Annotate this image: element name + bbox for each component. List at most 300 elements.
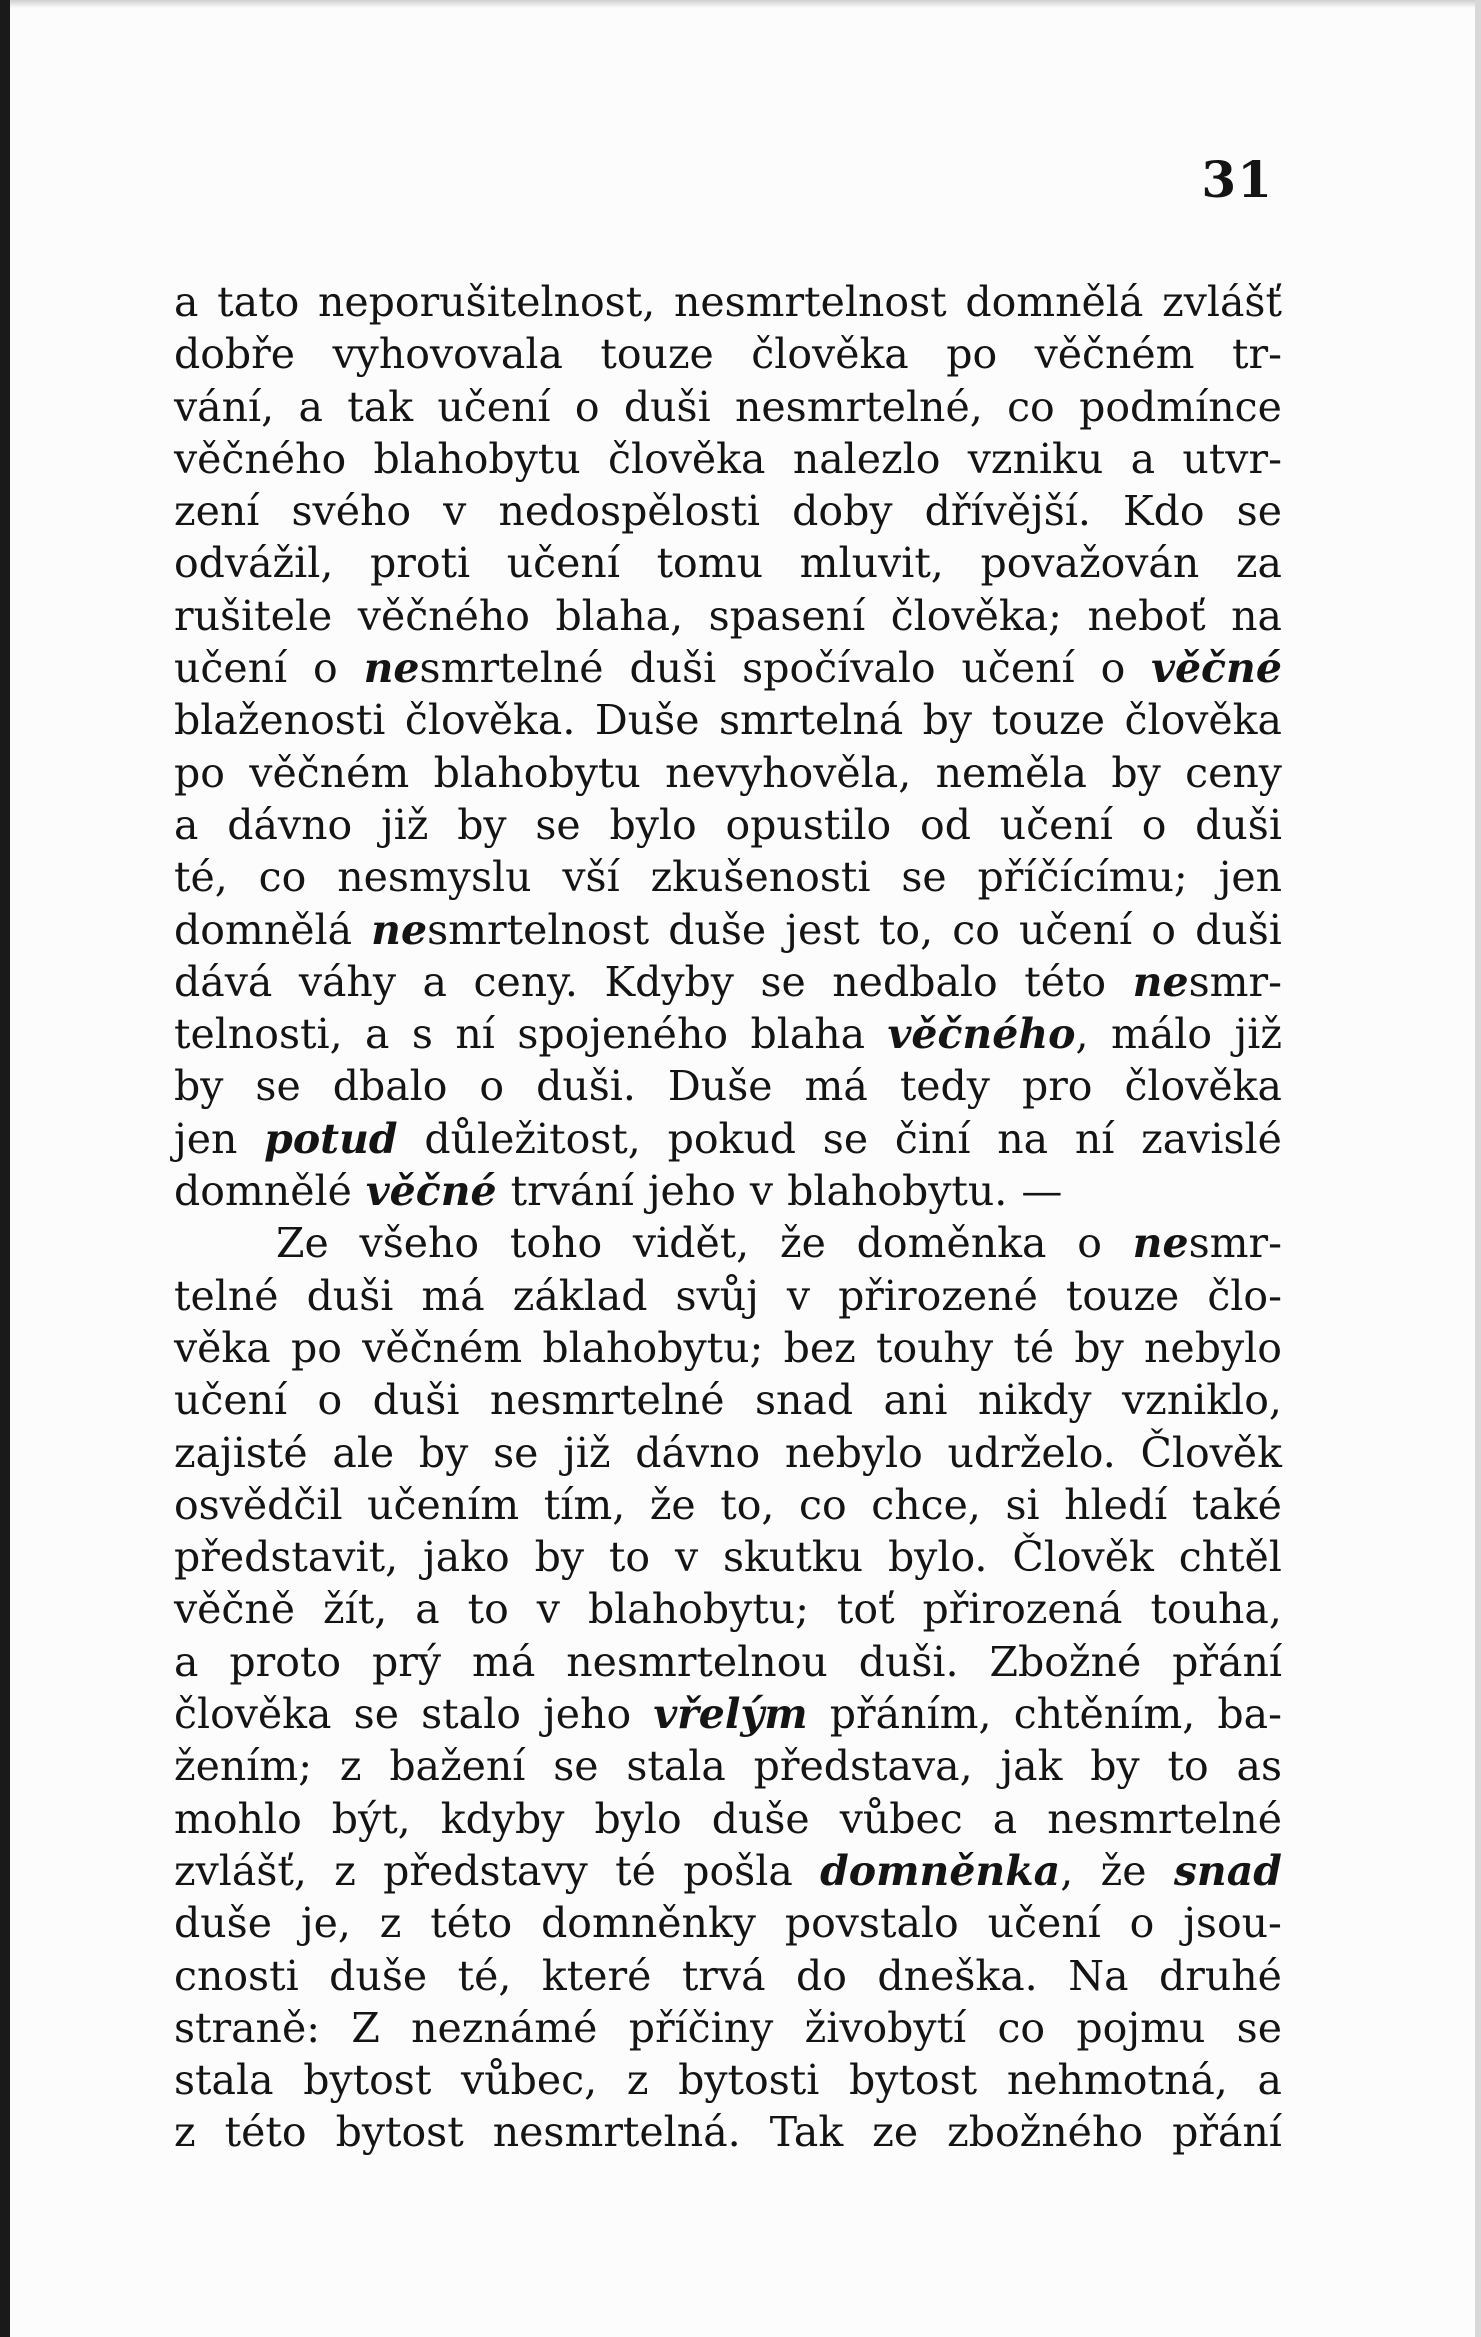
word: duši	[1195, 800, 1282, 849]
word: nikdy	[977, 1376, 1092, 1425]
word: spojeného	[517, 1010, 729, 1059]
body-text	[174, 276, 1282, 2159]
word: a	[1257, 2056, 1282, 2105]
word: Tak	[769, 2108, 844, 2157]
text-line	[174, 1008, 1282, 1060]
word: představa,	[753, 1742, 973, 1791]
word: a	[298, 382, 323, 431]
word: tato	[217, 278, 300, 326]
word: duši	[623, 382, 711, 431]
word: se	[535, 800, 581, 849]
word: od	[920, 800, 971, 849]
word: již	[380, 800, 429, 849]
word: nesmr-	[1132, 1219, 1282, 1268]
word: touze	[991, 696, 1106, 745]
word: straně:	[174, 2003, 321, 2052]
word: nesmrtelné	[489, 1376, 725, 1425]
word: vůbec,	[461, 2056, 598, 2105]
word: učení	[987, 1899, 1101, 1948]
word: nesmrtelnost	[673, 278, 947, 326]
word: má	[804, 1062, 868, 1111]
word: po	[946, 330, 998, 379]
word: žením;	[174, 1742, 313, 1791]
word: věčného	[174, 434, 347, 483]
word: domněnky	[541, 1899, 756, 1948]
word: domnělé	[174, 1167, 352, 1216]
word: o	[479, 1062, 505, 1111]
word: co	[258, 853, 307, 902]
word: jen	[174, 1114, 238, 1163]
text-line	[174, 1165, 1282, 1217]
word: představit,	[174, 1533, 399, 1582]
word: v	[443, 487, 467, 536]
word: neboť	[1087, 591, 1206, 640]
word: v	[536, 1585, 560, 1634]
word: tr-	[1232, 330, 1282, 379]
word: nesmrtelnou	[566, 1637, 828, 1686]
word: toť	[836, 1585, 895, 1634]
word: být,	[331, 1794, 411, 1843]
word: telnosti,	[174, 1010, 343, 1059]
word: učení	[174, 1376, 288, 1425]
word: svůj	[675, 1271, 759, 1320]
word: cnosti	[174, 1951, 299, 2000]
emphasis: věčné	[365, 1167, 497, 1216]
text-line	[174, 1740, 1282, 1792]
word: na	[997, 1114, 1049, 1163]
word: zvlášť,	[174, 1846, 307, 1895]
word: nesmrtelné,	[735, 382, 983, 431]
word: proti	[370, 539, 471, 588]
word: dávno	[635, 1428, 761, 1477]
word: by	[922, 696, 973, 745]
word: by	[457, 800, 507, 849]
word: věka	[174, 1323, 271, 1372]
text-line	[174, 1950, 1282, 2002]
word: duši	[372, 1376, 460, 1425]
word: činí	[894, 1114, 971, 1163]
word: neměla	[935, 748, 1087, 797]
word: Kdyby	[604, 957, 734, 1006]
emphasis: věčné	[1151, 644, 1282, 693]
word: Na	[1068, 1951, 1129, 2000]
word: dává	[174, 957, 273, 1006]
word: věčně	[174, 1585, 296, 1634]
word: po	[174, 748, 225, 797]
word: mohlo	[174, 1794, 302, 1843]
text-line	[174, 1583, 1282, 1635]
word: a	[992, 1794, 1018, 1843]
word: duše	[668, 905, 767, 954]
word: o	[1129, 1899, 1155, 1948]
word: proto	[229, 1637, 342, 1686]
word: se	[553, 1742, 599, 1791]
word: udrželo.	[947, 1428, 1116, 1477]
word: chce,	[871, 1480, 981, 1529]
word: by	[534, 1533, 584, 1582]
word: Kdo	[1123, 487, 1205, 536]
word: Duše	[667, 1062, 773, 1111]
text-line	[174, 1897, 1282, 1949]
word: trvání	[510, 1167, 634, 1216]
word: hledí	[1064, 1480, 1168, 1529]
word: věčného	[357, 591, 530, 640]
text-line	[174, 2002, 1282, 2054]
word: to,	[720, 1480, 775, 1529]
word: to,	[878, 905, 934, 954]
word: se	[901, 853, 947, 902]
word: touze	[1065, 1271, 1180, 1320]
text-line	[174, 799, 1282, 851]
word: jest	[785, 905, 860, 954]
word: vidět,	[632, 1219, 750, 1268]
word: tak	[347, 382, 414, 431]
word: této	[430, 1899, 513, 1948]
word	[653, 1688, 807, 1740]
text-line	[174, 381, 1282, 433]
word: nalezlo	[792, 434, 941, 483]
word: by	[1074, 1323, 1124, 1372]
word: ba-	[1217, 1690, 1282, 1739]
word: vyhovovala	[332, 330, 563, 379]
word: bytost	[303, 2056, 432, 2105]
word: člo-	[1207, 1271, 1282, 1320]
word: kdyby	[440, 1794, 565, 1843]
word: učení	[961, 644, 1075, 693]
word: učením	[367, 1480, 520, 1529]
word: jeho	[647, 1167, 736, 1216]
word: té,	[457, 1951, 512, 2000]
word: které	[541, 1951, 652, 2000]
word: té	[615, 1846, 656, 1895]
word: touhy	[875, 1323, 994, 1372]
word: vůbec	[839, 1794, 963, 1843]
word: as	[1236, 1742, 1282, 1791]
word: má	[421, 1271, 485, 1320]
word: blahobytu.	[787, 1167, 1008, 1216]
word: jsou-	[1183, 1899, 1282, 1948]
word: základ	[512, 1271, 648, 1320]
word: přání	[1172, 1637, 1282, 1686]
word: druhé	[1159, 1951, 1282, 2000]
word: již	[1234, 1010, 1282, 1059]
text-line	[174, 1845, 1282, 1897]
word: po	[290, 1323, 342, 1372]
text-line	[174, 2054, 1282, 2106]
word: nesmrtelné	[1047, 1794, 1282, 1843]
word: doměnka	[856, 1219, 1047, 1268]
emphasis: vřelým	[653, 1690, 808, 1739]
page-number: 31	[1201, 150, 1273, 209]
word: Z	[351, 2003, 380, 2052]
page-right-edge	[1475, 0, 1481, 2337]
word: již	[563, 1428, 611, 1477]
word: ale	[332, 1428, 395, 1477]
word: blaha	[750, 1010, 866, 1059]
word: bytosti	[678, 2056, 820, 2105]
word: co	[952, 905, 1000, 954]
word: ceny	[1185, 748, 1282, 797]
word: smrtelná	[718, 696, 904, 745]
word: přirozená	[922, 1585, 1123, 1634]
word: neporušitelnost,	[317, 278, 656, 326]
word: duše	[329, 1951, 428, 2000]
word: nebylo	[784, 1428, 923, 1477]
word: o	[1100, 644, 1126, 693]
word: člověka	[751, 330, 909, 379]
word: té	[1013, 1323, 1055, 1372]
text-line	[174, 2106, 1282, 2158]
word: z	[626, 2056, 649, 2105]
text-line	[174, 1531, 1282, 1583]
word: to	[608, 1533, 651, 1582]
page-top-edge	[0, 0, 1481, 8]
emphasis: věčného	[887, 1010, 1076, 1059]
text-line	[174, 1270, 1282, 1322]
word: a	[174, 1637, 199, 1686]
word: přání	[1172, 2108, 1282, 2157]
word: vzniku	[967, 434, 1104, 483]
word: zvlášť	[1162, 278, 1282, 326]
word: by	[174, 1062, 224, 1111]
word: pro	[1021, 1062, 1093, 1111]
word	[1151, 642, 1282, 694]
text-line	[174, 1479, 1282, 1531]
word: s	[411, 1010, 433, 1059]
word: toho	[509, 1219, 603, 1268]
word: má	[471, 1637, 536, 1686]
word: blahobytu;	[542, 1323, 764, 1372]
word: všeho	[359, 1219, 480, 1268]
word: z	[334, 1846, 356, 1895]
page-binding-edge	[0, 0, 10, 2337]
text-line	[174, 1060, 1282, 1112]
word: domnělá	[174, 905, 353, 954]
word: opustilo	[725, 800, 892, 849]
text-line	[174, 433, 1282, 485]
text-line	[174, 1427, 1282, 1479]
word: o	[1141, 800, 1167, 849]
word: člověka	[174, 1690, 332, 1739]
word: se	[1236, 2003, 1282, 2052]
word: člověka	[1124, 696, 1282, 745]
word: snad	[754, 1376, 854, 1425]
word: mluvit,	[799, 539, 944, 588]
word: se	[760, 957, 806, 1006]
word: učení	[174, 644, 288, 693]
text-line	[174, 851, 1282, 903]
word: vší	[562, 853, 620, 902]
emphasis: snad	[1173, 1846, 1282, 1895]
word: do	[796, 1951, 847, 2000]
word: člověka.	[404, 696, 576, 745]
word: zbožného	[947, 2108, 1144, 2157]
word: rušitele	[174, 591, 333, 640]
word: se	[493, 1428, 539, 1477]
word: Ze	[276, 1219, 329, 1268]
word: a	[174, 800, 199, 849]
word: a	[422, 957, 447, 1006]
word: Člověk	[1012, 1533, 1154, 1582]
word: nevyhověla,	[665, 748, 912, 797]
word: utvr-	[1182, 434, 1282, 483]
word: stala	[174, 2056, 274, 2105]
word: spočívalo	[742, 644, 936, 693]
text-line	[174, 1113, 1282, 1165]
word: se	[353, 1690, 399, 1739]
emphasis: potud	[264, 1114, 398, 1163]
word: ní	[1074, 1114, 1115, 1163]
word: to	[467, 1585, 509, 1634]
word: věčném	[362, 1323, 523, 1372]
emphasis: domněnka	[820, 1846, 1061, 1895]
word: nesmyslu	[337, 853, 532, 902]
word: přirozené	[838, 1271, 1038, 1320]
word: na	[1231, 591, 1282, 640]
word	[1174, 1845, 1282, 1897]
word: že	[649, 1480, 696, 1529]
word: věčném	[249, 748, 410, 797]
word: podmínce	[1079, 382, 1282, 431]
word: si	[1005, 1480, 1040, 1529]
word: touha,	[1150, 1585, 1282, 1634]
word: nesmrtelné	[363, 644, 604, 693]
word: a	[174, 278, 199, 326]
word: Duše	[594, 696, 700, 745]
word: dbalo	[332, 1062, 448, 1111]
text-line	[174, 328, 1282, 380]
word: živobytí	[804, 2003, 967, 2052]
word: ze	[872, 2108, 919, 2157]
word: člověka;	[890, 591, 1062, 640]
word: o	[317, 1376, 343, 1425]
word: v	[786, 1271, 811, 1320]
word: domněnka,	[820, 1846, 1074, 1895]
word: prý	[372, 1637, 442, 1686]
word: a	[415, 1585, 440, 1634]
word: bylo	[594, 1794, 682, 1843]
word: o	[313, 644, 338, 693]
word: učení	[999, 800, 1113, 849]
word: duši	[1195, 905, 1282, 954]
word: to	[1167, 1742, 1209, 1791]
word	[366, 1165, 497, 1217]
text-line	[174, 747, 1282, 799]
word: neznámé	[411, 2003, 598, 2052]
text-line	[174, 590, 1282, 642]
word: nedbalo	[832, 957, 998, 1006]
word: o	[574, 382, 600, 431]
text-line	[174, 904, 1282, 956]
word: příčícímu;	[977, 853, 1188, 902]
word: z	[339, 1742, 362, 1791]
word: duše	[711, 1794, 810, 1843]
word: bylo	[609, 800, 697, 849]
word: zavislé	[1141, 1114, 1282, 1163]
word: domnělá	[965, 278, 1144, 326]
emphasis: ne	[1132, 1219, 1189, 1268]
text-line	[174, 537, 1282, 589]
word: dneška.	[877, 1951, 1038, 2000]
word: této	[224, 2108, 307, 2157]
word: bez	[783, 1323, 856, 1372]
word: této	[1024, 957, 1107, 1006]
word: o	[1077, 1219, 1102, 1268]
emphasis: ne	[363, 644, 420, 693]
text-line	[174, 276, 1282, 328]
word	[264, 1113, 397, 1165]
word: v	[749, 1167, 774, 1216]
emphasis: ne	[371, 905, 428, 954]
word: skutku	[723, 1533, 864, 1582]
word: Člověk	[1140, 1428, 1282, 1477]
word: přáním,	[829, 1690, 992, 1739]
word: nesmrtelnost	[371, 905, 650, 954]
word: stala	[626, 1742, 726, 1791]
text-line	[174, 1374, 1282, 1426]
word: co	[1007, 382, 1055, 431]
word: že	[1100, 1846, 1147, 1895]
word: a	[365, 1010, 390, 1059]
word: důležitost,	[424, 1114, 641, 1163]
word: se	[822, 1114, 869, 1163]
word: ani	[883, 1376, 948, 1425]
word: Zbožné	[989, 1637, 1142, 1686]
word: nebylo	[1144, 1323, 1282, 1372]
word: touze	[600, 330, 714, 379]
word: že	[780, 1219, 826, 1268]
word: jeho	[543, 1690, 632, 1739]
word: pokud	[667, 1114, 797, 1163]
word: trvá	[681, 1951, 766, 2000]
word: člověka	[1124, 1062, 1282, 1111]
word: tím,	[543, 1480, 626, 1529]
word: by	[1090, 1742, 1140, 1791]
word: příčiny	[628, 2003, 774, 2052]
word: nesmrtelná.	[492, 2108, 741, 2157]
word: chtěním,	[1013, 1690, 1196, 1739]
text-line	[174, 694, 1282, 746]
word: o	[1151, 905, 1176, 954]
word: duši.	[858, 1637, 959, 1686]
word: za	[1235, 539, 1282, 588]
word: by	[1111, 748, 1161, 797]
word: osvědčil	[174, 1480, 343, 1529]
word: a	[1130, 434, 1156, 483]
word: duši.	[536, 1062, 636, 1111]
word: bažení	[389, 1742, 526, 1791]
word: spasení	[708, 591, 866, 640]
word: tedy	[899, 1062, 990, 1111]
word: nehmotná,	[1006, 2056, 1228, 2105]
word: té,	[174, 853, 228, 902]
word: žít,	[323, 1585, 388, 1634]
word: váhy	[298, 957, 397, 1006]
word: svého	[291, 487, 412, 536]
text-line	[174, 1322, 1282, 1374]
word: blahobytu;	[587, 1585, 809, 1634]
word: se	[1236, 487, 1282, 536]
text-line	[174, 1688, 1282, 1740]
word: bylo.	[887, 1533, 988, 1582]
word: považován	[980, 539, 1200, 588]
word: by	[418, 1428, 469, 1477]
word: zkušenosti	[650, 853, 871, 902]
word: učení	[437, 382, 551, 431]
word: učení	[506, 539, 620, 588]
word: pošla	[683, 1846, 793, 1895]
word: se	[255, 1062, 301, 1111]
